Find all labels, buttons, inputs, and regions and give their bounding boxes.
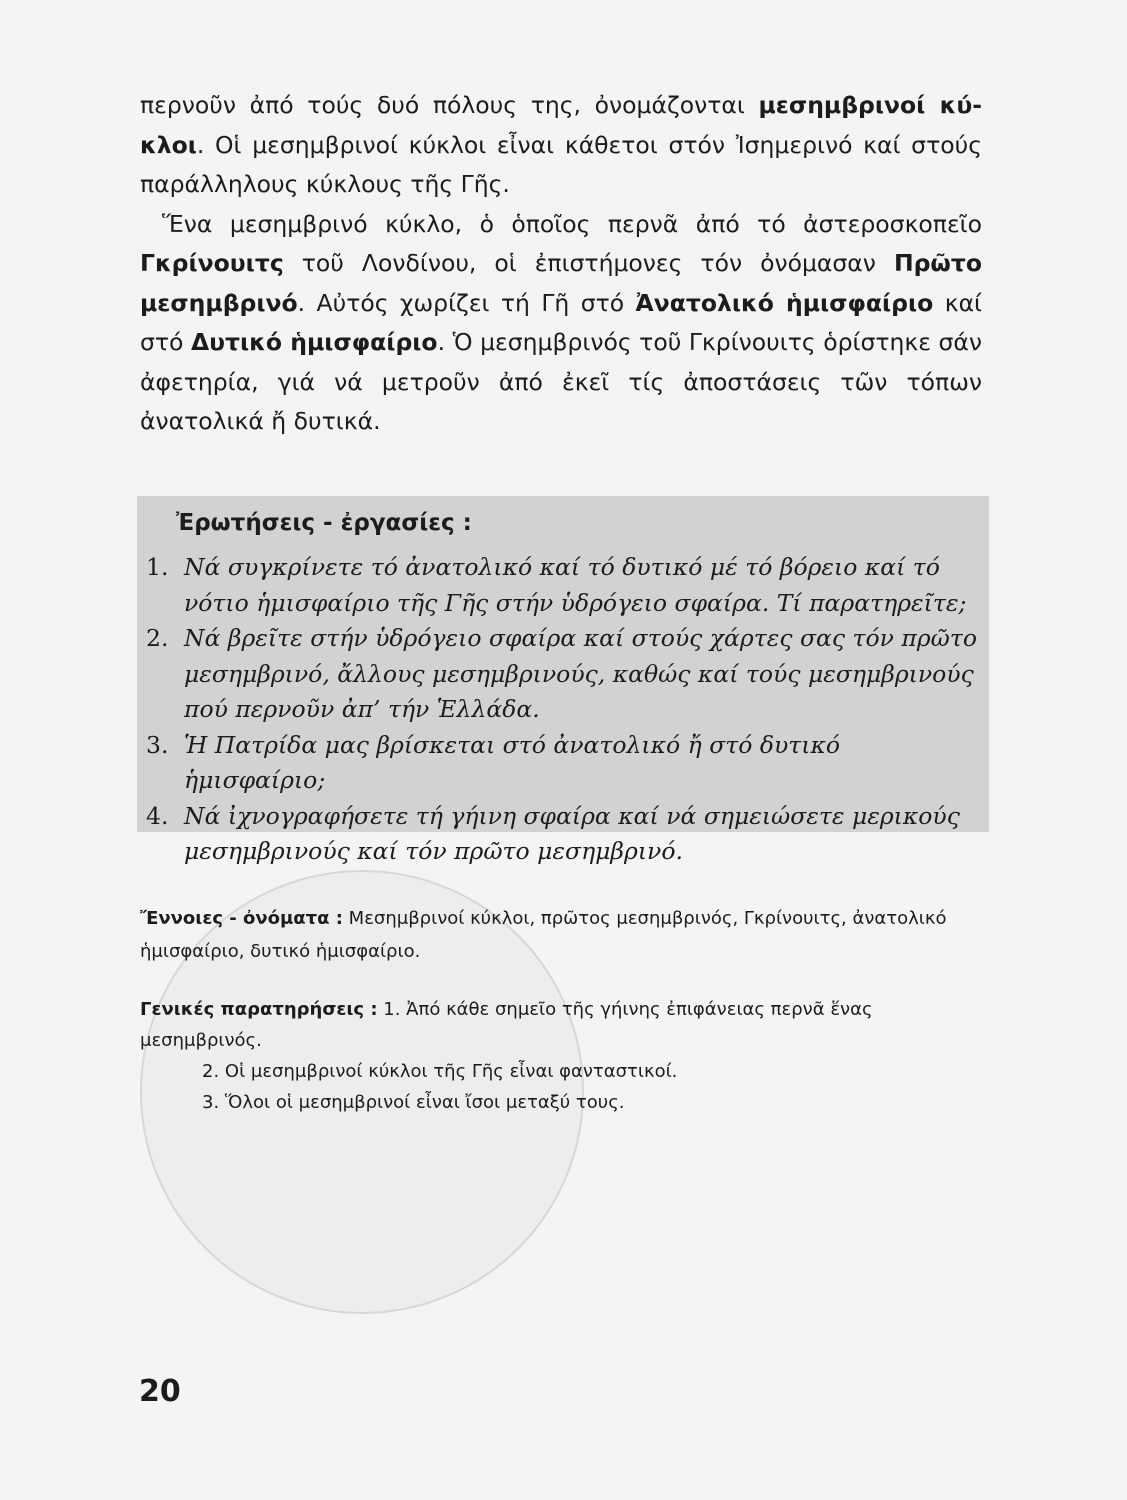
term-western-hemisphere: Δυτικό ἡμισφαίριο (190, 328, 438, 356)
paragraph-1 (140, 86, 982, 205)
question-number: 2. (146, 624, 169, 652)
text-run: Ἕνα μεσημβρινό κύκλο, ὁ ὁποῖος περνᾶ ἀπό τό ἀστεροσκοπεῖο (162, 209, 982, 238)
paragraph-2 (140, 205, 982, 442)
question-item (146, 799, 982, 870)
page-number: 20 (139, 1374, 181, 1409)
question-number: 4. (146, 801, 169, 830)
text-run: περνοῦν ἀπό τούς δυό πόλους της, ὀνομάζονται (140, 91, 759, 119)
term-eastern-hemisphere: Ἀνατολικό ἡμισφαίριο (635, 288, 934, 317)
observations-section (140, 994, 988, 1118)
observation-1 (140, 994, 988, 1056)
text-run: . Αὐτός χωρίζει τή Γῆ στό (297, 288, 636, 317)
term-prime-meridian: Πρῶτο μεσημβρινό (140, 249, 982, 317)
text-run: καί στό (140, 288, 983, 356)
observation-text: 1. Ἀπό κάθε σημεῖο τῆς γήινης ἐπιφάνειας περνᾶ ἕνας μεσημβρινός. (140, 999, 873, 1051)
question-item (146, 728, 982, 799)
term-greenwich: Γκρίνουιτς (140, 249, 284, 277)
question-text: Νά βρεῖτε στήν ὑδρόγειο σφαίρα καί στούς χάρτες σας τόν πρῶτο μεσημβρινό, ἄλλους μεσημβρινούς, καθώς καί τούς μεσημβρινούς πού περνοῦν ἀπ’ τήν Ἑλλάδα. (184, 624, 977, 723)
question-item (146, 621, 982, 728)
concepts-label: Ἔννοιες - ὀνόματα : (140, 908, 343, 929)
question-text: Νά ἰχνογραφήσετε τή γήινη σφαίρα καί νά σημειώσετε μερικούς μεσημβρινούς καί τόν πρῶτο μεσημβρινό. (184, 801, 960, 865)
concepts-text: Μεσημβρινοί κύκλοι, πρῶτος μεσημβρινός, Γκρίνουιτς, ἀνατολικό ἡμισφαίριο, δυτικό ἡμισφαίριο. (140, 908, 947, 962)
observation-3: 3. Ὅλοι οἱ μεσημβρινοί εἶναι ἴσοι μεταξύ τους. (202, 1092, 625, 1113)
question-number: 3. (146, 730, 169, 759)
text-run: τοῦ Λονδίνου, οἱ ἐπιστήμονες τόν ὀνόμασαν (283, 249, 894, 277)
questions-list (146, 550, 982, 870)
question-text: Νά συγκρίνετε τό ἀνατολικό καί τό δυτικό μέ τό βόρειο καί τό νότιο ἡμισφαίριο τῆς Γῆς στήν ὑδρόγειο σφαίρα. Τί παρατηρεῖτε; (184, 553, 967, 617)
observation-2: 2. Οἱ μεσημβρινοί κύκλοι τῆς Γῆς εἶναι φανταστικοί. (202, 1061, 678, 1082)
question-item (146, 550, 982, 621)
main-text (140, 86, 982, 442)
concepts-section (140, 902, 988, 968)
text-run: . Οἱ μεσημβρινοί κύκλοι εἶναι κάθετοι στόν Ἰσημερινό καί στούς παράλληλους κύκλους τῆς Γῆς. (140, 130, 982, 198)
observations-label: Γενικές παρατηρήσεις : (140, 999, 378, 1020)
questions-title: Ἐρωτήσεις - ἐργασίες : (176, 510, 472, 536)
text-run: . Ὁ μεσημβρινός τοῦ Γκρίνουιτς ὁρίστηκε σάν ἀφετηρία, γιά νά μετροῦν ἀπό ἐκεῖ τίς ἀποστάσεις τῶν τόπων ἀνατολικά ἤ δυτικά. (140, 328, 982, 435)
term-meridian-circles: μεσημβρινοί κύ-κλοι (140, 91, 982, 159)
question-number: 1. (146, 553, 169, 581)
question-text: Ἡ Πατρίδα μας βρίσκεται στό ἀνατολικό ἤ στό δυτικό ἡμισφαίριο; (184, 730, 841, 794)
